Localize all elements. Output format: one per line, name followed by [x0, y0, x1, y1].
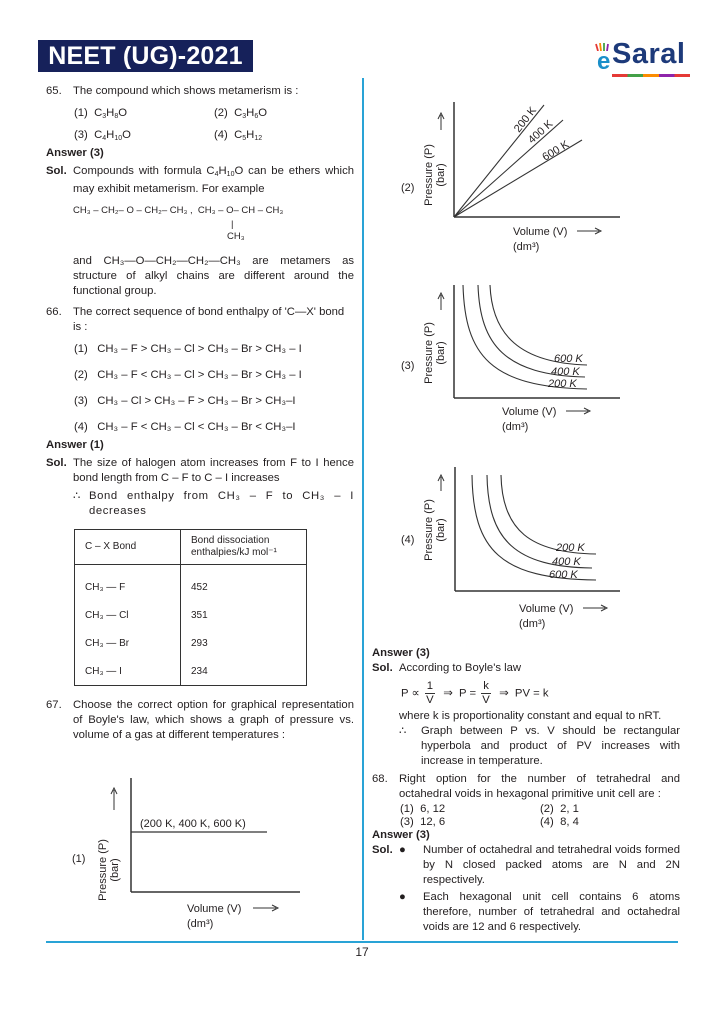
therefore-symbol: ∴: [73, 490, 81, 502]
solution-text: Bond enthalpy from CH₃ – F to CH₃ – I decreases: [89, 490, 354, 517]
x-axis-label: Volume (V): [513, 226, 568, 238]
option: (1) CH₃ – F > CH₃ – Cl > CH₃ – Br > CH₃ – I: [74, 343, 302, 355]
option: (2) $C_3H_6O$: [214, 107, 268, 120]
x-axis-unit: (dm³): [502, 421, 529, 433]
bond-enthalpy-table: [74, 529, 307, 686]
graph-option-1: [60, 770, 320, 943]
x-axis-label: Volume (V): [502, 406, 557, 418]
bullet-item: ● Each hexagonal unit cell contains 6 atoms therefore, number of tetrahedral and octahedral voids are 12 and 6 respectively.: [399, 891, 680, 933]
branch-group: CH₃: [227, 231, 245, 242]
option: (3) CH₃ – Cl > CH₃ – F > CH₃ – Br > CH₃–I: [74, 395, 296, 407]
q66-options: [74, 343, 354, 433]
q68-options: [400, 803, 680, 828]
option: (3) 12, 6: [400, 816, 446, 828]
question-number: 67.: [46, 699, 62, 711]
y-axis-label: Pressure (P): [423, 322, 435, 384]
solution: [46, 456, 354, 519]
option: (3) $C_4H_{10}O$: [74, 129, 131, 142]
graph-number: (4): [401, 534, 415, 546]
graph-option-4: [380, 455, 680, 648]
option: (1) $C_3H_8O$: [74, 107, 128, 120]
solution: Sol. Compounds with formula $C_4H_{10}O$ can be ethers which may exhibit metamerism. For example CH₃ – CH₂– O – CH₂– CH₃ , CH₃ – O– CH – CH₃ | CH₃ and CH₃—O—CH₂—CH₂—CH₃ are metamers as structure of alkyl chains are different around the functional group.: [46, 165, 354, 297]
option: (4) 8, 4: [540, 816, 579, 828]
logo-e: e: [597, 48, 611, 75]
therefore-symbol: ∴: [399, 725, 407, 737]
option: (4) $C_5H_{12}$: [214, 129, 263, 142]
y-axis-unit: (bar): [109, 858, 121, 882]
question-text: The correct sequence of bond enthalpy of 'C—X' bond is :: [73, 306, 345, 333]
table-header: C – X Bond Bond dissociation enthalpies/kJ mol⁻¹: [75, 530, 307, 565]
solution-label: Sol.: [46, 165, 67, 177]
curve-label: 400 K: [525, 118, 556, 147]
solution-text: where k is proportionality constant and equal to nRT.: [399, 710, 662, 722]
curve-label: 600 K: [540, 138, 572, 164]
question-number: 66.: [46, 306, 62, 318]
solution-text: Graph between P vs. V should be rectangular hyperbola and product of PV increases with increase in temperature.: [421, 725, 680, 767]
question-text: Right option for the number of tetrahedral and octahedral voids in hexagonal primitive unit cell are :: [399, 773, 680, 800]
q65-options: [74, 107, 354, 142]
curve-label: 600 K: [549, 569, 578, 581]
question-67: [46, 698, 354, 743]
graph-option-2: [380, 80, 680, 263]
option: (2) CH₃ – F < CH₃ – Cl > CH₃ – Br > CH₃ – I: [74, 369, 302, 381]
example-formula: CH₃ – CH₂– O – CH₂– CH₃ , CH₃ – O– CH – CH₃: [73, 205, 284, 216]
solution-text: According to Boyle's law: [399, 662, 522, 674]
graph-number: (1): [72, 853, 86, 865]
x-axis-label: Volume (V): [519, 603, 574, 615]
y-axis-unit: (bar): [435, 518, 447, 542]
table-row: CH₃ — F 452: [75, 565, 307, 602]
option: (2) 2, 1: [540, 803, 579, 815]
x-axis-unit: (dm³): [187, 918, 214, 930]
graph-option-3: [380, 275, 680, 448]
curve-label: 200 K: [511, 104, 540, 135]
logo-text: Saral: [612, 38, 686, 70]
curve-label: 200 K: [556, 542, 585, 554]
solution: [372, 843, 680, 935]
answer-label: Answer (1): [46, 439, 104, 451]
curve-label: (200 K, 400 K, 600 K): [140, 818, 246, 830]
curve-label: 400 K: [551, 366, 580, 378]
curve-label: 600 K: [554, 353, 583, 365]
bullet-icon: ●: [399, 844, 406, 856]
y-axis-label: Pressure (P): [423, 144, 435, 206]
y-axis-label: Pressure (P): [97, 839, 109, 901]
solution-label: Sol.: [372, 844, 393, 856]
y-axis-unit: (bar): [435, 341, 447, 365]
table-row: CH₃ — Br 293: [75, 629, 307, 657]
answer-label: Answer (3): [372, 647, 430, 659]
question-text: The compound which shows metamerism is :: [73, 85, 299, 97]
x-axis-label: Volume (V): [187, 903, 242, 915]
boyle-equation: P ∝ $\frac{1}{V}$ ⇒ P = $\frac{k}{V}$ ⇒ PV = k: [401, 680, 549, 706]
curve-label: 400 K: [552, 556, 581, 568]
solution-label: Sol.: [372, 662, 393, 674]
column-divider: [362, 78, 364, 940]
logo-underline: [612, 74, 690, 77]
esaral-logo: [592, 40, 692, 76]
x-axis-unit: (dm³): [513, 241, 540, 253]
question-68: [372, 772, 680, 802]
table-row: CH₃ — Cl 351: [75, 601, 307, 629]
answer-label: Answer (3): [372, 829, 430, 841]
branch-line: |: [231, 219, 234, 230]
question-number: 68.: [372, 773, 388, 785]
solution-label: Sol.: [46, 457, 67, 469]
answer-label: Answer (3): [46, 147, 104, 159]
question-number: 65.: [46, 85, 62, 97]
graph-number: (3): [401, 360, 415, 372]
bullet-item: ● Number of octahedral and tetrahedral voids formed by N closed packed atoms are N and 2N respectively.: [399, 844, 680, 886]
solution-text: and CH₃—O—CH₂—CH₂—CH₃ are metamers as structure of alkyl chains are different around the functional group.: [73, 255, 354, 297]
bullet-icon: ●: [399, 891, 406, 903]
y-axis-label: Pressure (P): [423, 499, 435, 561]
graph-number: (2): [401, 182, 415, 194]
page-number: 17: [355, 945, 369, 959]
curve-label: 200 K: [548, 378, 577, 390]
left-column: [46, 84, 354, 747]
right-column: [372, 647, 680, 935]
exam-title-badge: NEET (UG)-2021: [38, 40, 253, 72]
table-row: CH₃ — I 234: [75, 657, 307, 686]
question-66: [46, 305, 354, 335]
question-text: Choose the correct option for graphical representation of Boyle's law, which shows a graph of pressure vs. volume of a gas at different temperatures :: [73, 699, 354, 741]
option: (4) CH₃ – F < CH₃ – Cl < CH₃ – Br < CH₃–I: [74, 421, 296, 433]
solution: [372, 661, 680, 769]
hyperbola-curve: [487, 475, 592, 568]
x-axis-unit: (dm³): [519, 618, 546, 630]
option: (1) 6, 12: [400, 803, 446, 815]
footer-rule: [46, 941, 678, 943]
y-axis-unit: (bar): [435, 163, 447, 187]
question-65: [46, 84, 354, 99]
solution-text: The size of halogen atom increases from F to I hence bond length from C – F to C – I increases: [73, 457, 354, 484]
